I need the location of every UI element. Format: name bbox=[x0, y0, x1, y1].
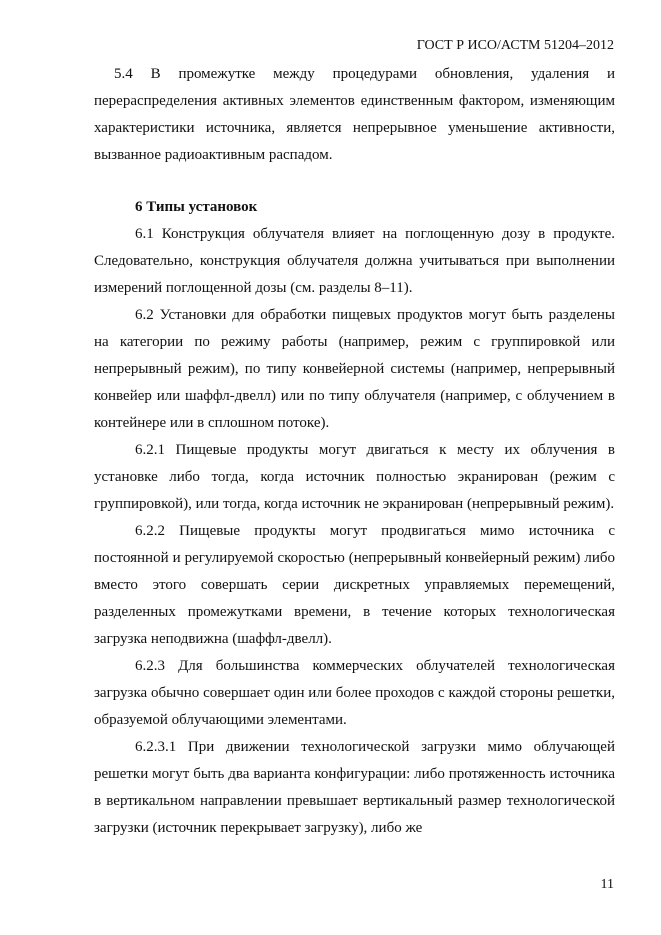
paragraph-6-2-3: 6.2.3 Для большинства коммерческих облучателей технологическая загрузка обычно совершает один или более проходов с каждой стороны решетки, образуемой облучающими элементами. bbox=[94, 658, 615, 728]
paragraph-6-2: 6.2 Установки для обработки пищевых продуктов могут быть разделены на категории по режиму работы (например, режим с группировкой или непрерывный режим), по типу конвейерной системы (например, непрерывный конвейер или шаффл-двелл) или по типу облучателя (например, с облучением в контейнере или в сплошном потоке). bbox=[94, 307, 615, 431]
document-body bbox=[94, 61, 615, 842]
paragraph-5-4: 5.4 В промежутке между процедурами обновления, удаления и перераспределения активных элементов единственным фактором, изменяющим характеристики источника, является непрерывное уменьшение активности, вызванное радиоактивным распадом. bbox=[94, 66, 615, 163]
page-number: 11 bbox=[600, 877, 614, 892]
paragraph-6-2-2: 6.2.2 Пищевые продукты могут продвигаться мимо источника с постоянной и регулируемой скоростью (непрерывный конвейерный режим) либо вместо этого совершать серии дискретных управляемых перемещений, разделенных промежутками времени, в течение которых технологическая загрузка неподвижна (шаффл-двелл). bbox=[94, 523, 615, 647]
section-6-heading: 6 Типы установок bbox=[135, 199, 258, 215]
paragraph-6-2-1: 6.2.1 Пищевые продукты могут двигаться к месту их облучения в установке либо тогда, когда источник полностью экранирован (режим с группировкой), или тогда, когда источник не экранирован (непрерывный режим). bbox=[94, 442, 615, 512]
paragraph-6-2-3-1: 6.2.3.1 При движении технологической загрузки мимо облучающей решетки могут быть два варианта конфигурации: либо протяженность источника в вертикальном направлении превышает вертикальный размер технологической загрузки (источник перекрывает загрузку), либо же bbox=[94, 739, 615, 836]
standard-header: ГОСТ Р ИСО/АСТМ 51204–2012 bbox=[416, 38, 614, 53]
paragraph-6-1: 6.1 Конструкция облучателя влияет на поглощенную дозу в продукте. Следовательно, конструкция облучателя должна учитываться при выполнении измерений поглощенной дозы (см. разделы 8–11). bbox=[94, 226, 615, 296]
